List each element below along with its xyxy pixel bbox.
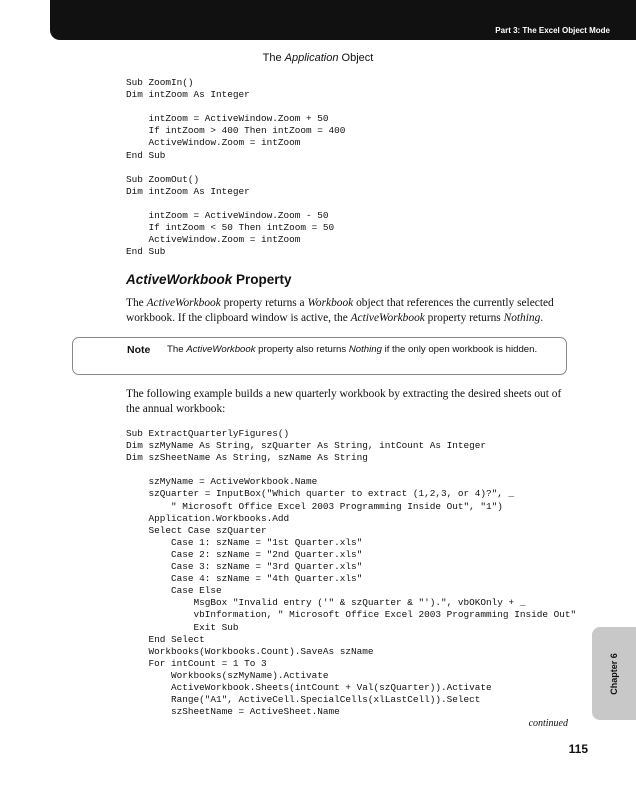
section-heading bbox=[126, 272, 292, 287]
code-block-zoom: Sub ZoomIn() Dim intZoom As Integer intZoom = ActiveWindow.Zoom + 50 If intZoom > 400 Then intZoom = 400 ActiveWindow.Zoom = intZoom End Sub Sub ZoomOut() Dim intZoom As Integer intZoom = ActiveWindow.Zoom - 50 If intZoom < 50 Then intZoom = 50 ActiveWindow.Zoom = intZoom End Sub bbox=[126, 77, 346, 258]
text-run-italic: Workbook bbox=[307, 297, 354, 309]
text-run: The bbox=[167, 344, 187, 355]
chapter-tab bbox=[592, 627, 636, 720]
text-run: property also returns bbox=[255, 344, 349, 355]
note-text bbox=[127, 343, 558, 357]
text-run-italic: ActiveWorkbook bbox=[186, 344, 256, 355]
continued-label: continued bbox=[528, 718, 568, 729]
running-head bbox=[0, 52, 636, 64]
text-run: if the only open workbook is hidden. bbox=[381, 344, 538, 355]
text-run-italic: ActiveWorkbook bbox=[146, 297, 221, 309]
section-heading-italic: ActiveWorkbook bbox=[126, 272, 233, 287]
header-bar bbox=[50, 0, 636, 40]
paragraph-activeworkbook bbox=[126, 296, 571, 326]
running-head-italic: Application bbox=[284, 52, 339, 64]
code-block-extract: Sub ExtractQuarterlyFigures() Dim szMyName As String, szQuarter As String, intCount As Integer Dim szSheetName As String, szName As String szMyName = ActiveWorkbook.Name szQuarter = InputBox("Which quarter to extract (1,2,3, or 4)?", _ " Microsoft Office Excel 2003 Programming Inside Out", "1") Application.Workbooks.Add Select Case szQuarter Case 1: szName = "1st Quarter.xls" Case 2: szName = "2nd Quarter.xls" Case 3: szName = "3rd Quarter.xls" Case 4: szName = "4th Quarter.xls" Case Else MsgBox "Invalid entry ('" & szQuarter & "').", vbOKOnly + _ vbInformation, " Microsoft Office Excel 2003 Programming Inside Out" Exit Sub End Select Workbooks(Workbooks.Count).SaveAs szName For intCount = 1 To 3 Workbooks(szMyName).Activate ActiveWorkbook.Sheets(intCount + Val(szQuarter)).Activate Range("A1", ActiveCell.SpecialCells(xlLastCell)).Select szSheetName = ActiveSheet.Name bbox=[126, 428, 577, 718]
part-label: Part 3: The Excel Object Mode bbox=[495, 26, 610, 35]
text-run: property returns a bbox=[220, 297, 308, 309]
text-run-italic: ActiveWorkbook bbox=[350, 312, 425, 324]
text-run: The bbox=[126, 297, 147, 309]
section-heading-rest: Property bbox=[232, 272, 292, 287]
text-run: object that references the currently selected workbook. If the clipboard window is active, the bbox=[126, 297, 554, 324]
text-run: property returns bbox=[424, 312, 504, 324]
text-run: . bbox=[540, 312, 544, 324]
text-run-italic: Nothing bbox=[348, 344, 382, 355]
note-box bbox=[72, 337, 567, 375]
text-run-italic: Nothing bbox=[503, 312, 541, 324]
running-head-prefix: The bbox=[262, 52, 285, 64]
page-number: 115 bbox=[568, 742, 588, 756]
chapter-tab-label: Chapter 6 bbox=[609, 652, 619, 695]
running-head-suffix: Object bbox=[338, 52, 374, 64]
note-label: Note bbox=[127, 344, 151, 356]
paragraph-example-intro: The following example builds a new quarterly workbook by extracting the desired sheets out of the annual workbook: bbox=[126, 388, 562, 415]
